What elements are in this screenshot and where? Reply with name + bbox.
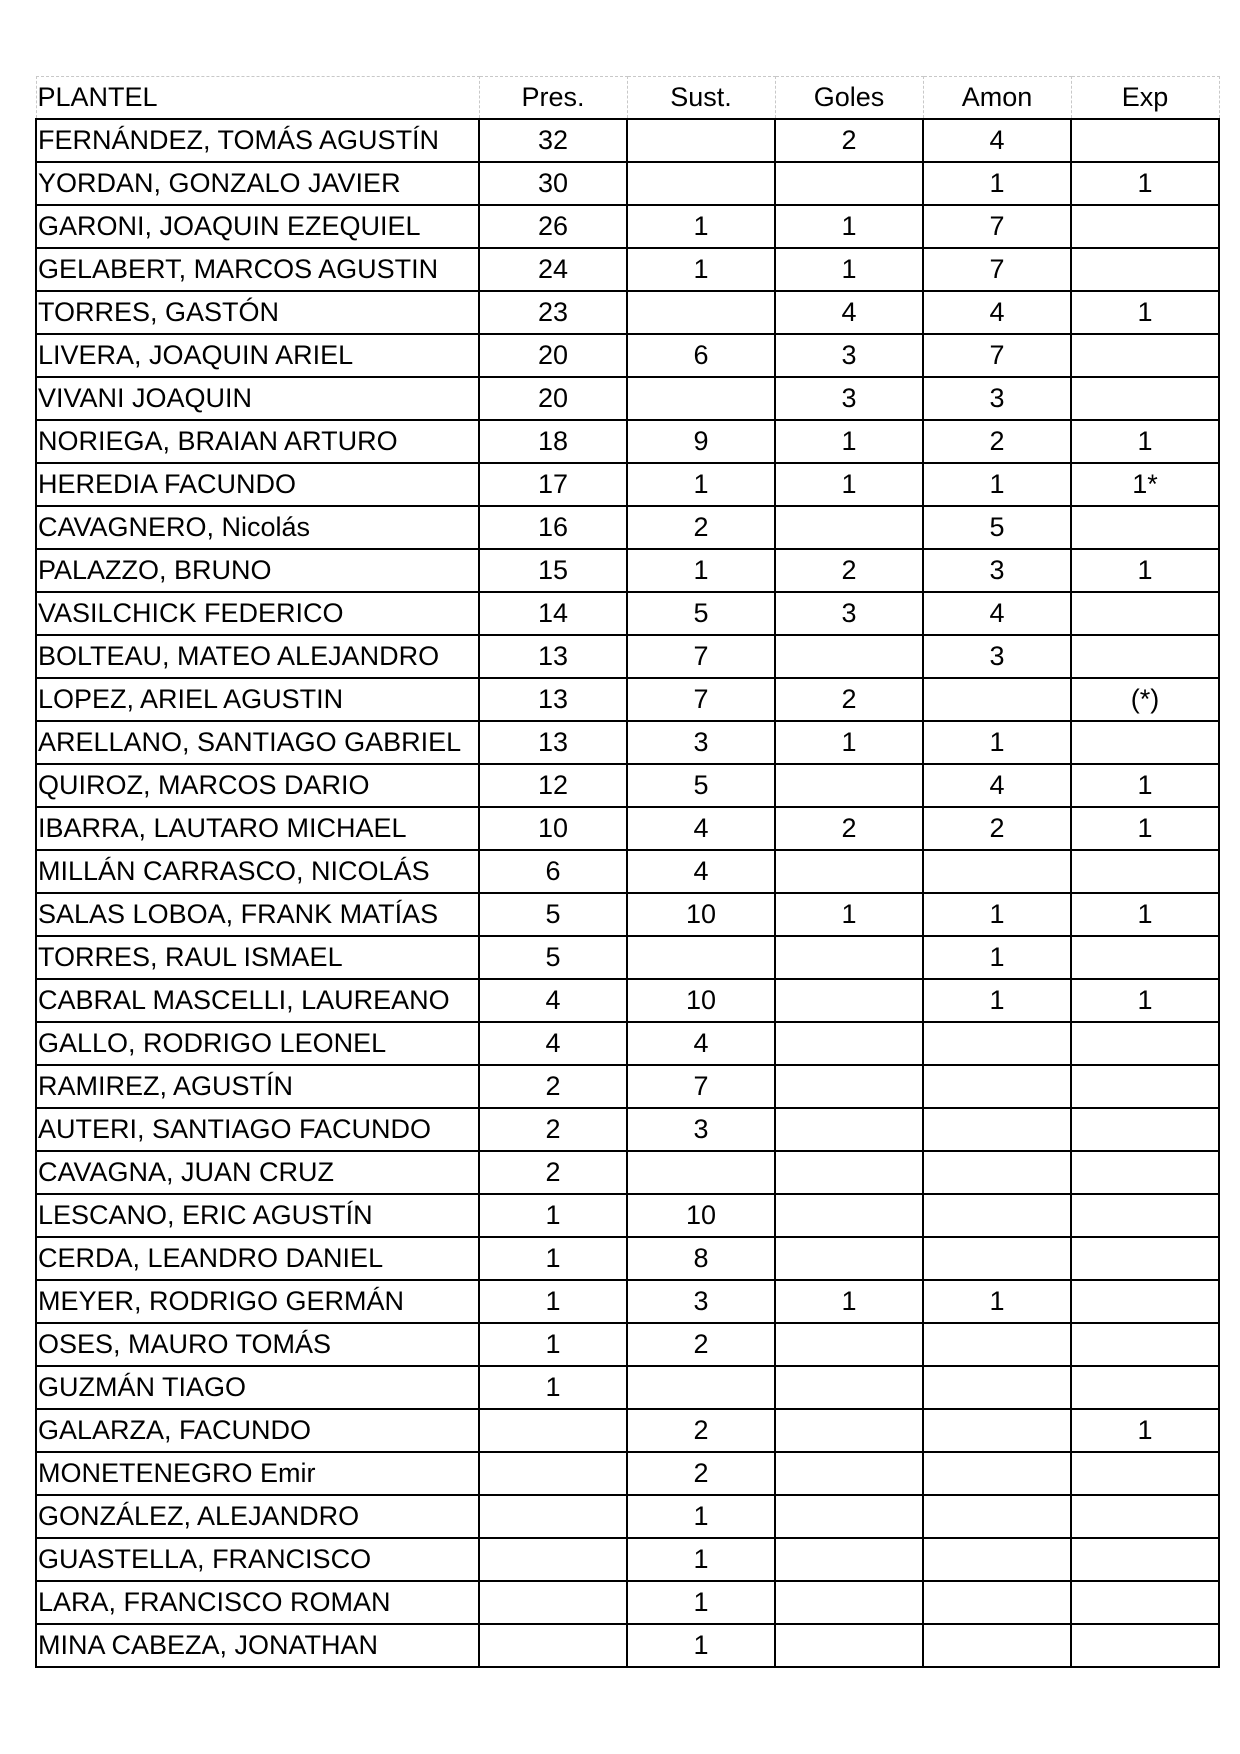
table-row [36, 162, 1219, 205]
amon-cell: 1 [923, 1280, 1071, 1323]
goles-cell [775, 850, 923, 893]
sust-cell: 7 [627, 1065, 775, 1108]
amon-cell: 2 [923, 807, 1071, 850]
table-row [36, 1022, 1219, 1065]
sust-cell: 4 [627, 850, 775, 893]
pres-cell: 4 [479, 1022, 627, 1065]
goles-cell [775, 1323, 923, 1366]
player-name: MINA CABEZA, JONATHAN [36, 1624, 479, 1667]
player-name: QUIROZ, MARCOS DARIO [36, 764, 479, 807]
table-row [36, 549, 1219, 592]
amon-cell: 1 [923, 979, 1071, 1022]
amon-cell [923, 1495, 1071, 1538]
table-row [36, 807, 1219, 850]
amon-cell [923, 1366, 1071, 1409]
header-goles: Goles [775, 77, 923, 120]
player-name: GALARZA, FACUNDO [36, 1409, 479, 1452]
pres-cell: 20 [479, 334, 627, 377]
exp-cell [1071, 1323, 1219, 1366]
exp-cell [1071, 1495, 1219, 1538]
amon-cell [923, 1237, 1071, 1280]
amon-cell [923, 1022, 1071, 1065]
exp-cell [1071, 377, 1219, 420]
pres-cell [479, 1624, 627, 1667]
header-row [36, 77, 1219, 120]
sust-cell: 2 [627, 1409, 775, 1452]
table-row [36, 1323, 1219, 1366]
player-name: RAMIREZ, AGUSTÍN [36, 1065, 479, 1108]
sust-cell: 1 [627, 1538, 775, 1581]
sust-cell: 8 [627, 1237, 775, 1280]
sust-cell: 7 [627, 678, 775, 721]
sust-cell: 1 [627, 248, 775, 291]
sust-cell: 5 [627, 764, 775, 807]
goles-cell [775, 1538, 923, 1581]
player-name: BOLTEAU, MATEO ALEJANDRO [36, 635, 479, 678]
amon-cell: 4 [923, 119, 1071, 162]
amon-cell [923, 1323, 1071, 1366]
amon-cell: 3 [923, 635, 1071, 678]
exp-cell [1071, 850, 1219, 893]
player-name: IBARRA, LAUTARO MICHAEL [36, 807, 479, 850]
roster-table [35, 76, 1220, 1668]
player-name: CAVAGNERO, Nicolás [36, 506, 479, 549]
goles-cell [775, 979, 923, 1022]
table-row [36, 1538, 1219, 1581]
pres-cell [479, 1581, 627, 1624]
sust-cell: 10 [627, 979, 775, 1022]
table-row [36, 678, 1219, 721]
amon-cell [923, 1065, 1071, 1108]
exp-cell [1071, 119, 1219, 162]
amon-cell: 3 [923, 549, 1071, 592]
table-row [36, 764, 1219, 807]
exp-cell: 1 [1071, 764, 1219, 807]
exp-cell: 1 [1071, 979, 1219, 1022]
roster-body [36, 119, 1219, 1667]
pres-cell [479, 1452, 627, 1495]
exp-cell [1071, 635, 1219, 678]
pres-cell: 26 [479, 205, 627, 248]
pres-cell: 24 [479, 248, 627, 291]
sust-cell: 1 [627, 463, 775, 506]
exp-cell [1071, 1194, 1219, 1237]
goles-cell [775, 1065, 923, 1108]
pres-cell: 10 [479, 807, 627, 850]
exp-cell [1071, 1237, 1219, 1280]
pres-cell: 18 [479, 420, 627, 463]
exp-cell [1071, 721, 1219, 764]
amon-cell: 4 [923, 764, 1071, 807]
sust-cell: 6 [627, 334, 775, 377]
table-row [36, 1452, 1219, 1495]
goles-cell [775, 635, 923, 678]
table-row [36, 463, 1219, 506]
exp-cell: 1 [1071, 291, 1219, 334]
pres-cell: 13 [479, 721, 627, 764]
table-row [36, 291, 1219, 334]
sust-cell: 1 [627, 1581, 775, 1624]
amon-cell: 1 [923, 721, 1071, 764]
pres-cell: 15 [479, 549, 627, 592]
sust-cell: 10 [627, 893, 775, 936]
pres-cell: 6 [479, 850, 627, 893]
player-name: SALAS LOBOA, FRANK MATÍAS [36, 893, 479, 936]
table-row [36, 635, 1219, 678]
pres-cell: 14 [479, 592, 627, 635]
table-row [36, 1624, 1219, 1667]
sust-cell: 2 [627, 506, 775, 549]
exp-cell [1071, 205, 1219, 248]
exp-cell: 1 [1071, 893, 1219, 936]
sust-cell: 10 [627, 1194, 775, 1237]
pres-cell: 2 [479, 1108, 627, 1151]
sust-cell: 3 [627, 1280, 775, 1323]
goles-cell [775, 1108, 923, 1151]
amon-cell: 1 [923, 936, 1071, 979]
exp-cell: 1 [1071, 1409, 1219, 1452]
amon-cell: 3 [923, 377, 1071, 420]
table-row [36, 119, 1219, 162]
amon-cell [923, 1409, 1071, 1452]
player-name: CABRAL MASCELLI, LAUREANO [36, 979, 479, 1022]
table-row [36, 420, 1219, 463]
goles-cell: 1 [775, 1280, 923, 1323]
player-name: NORIEGA, BRAIAN ARTURO [36, 420, 479, 463]
pres-cell: 20 [479, 377, 627, 420]
exp-cell: 1 [1071, 807, 1219, 850]
exp-cell: (*) [1071, 678, 1219, 721]
goles-cell [775, 1624, 923, 1667]
table-row [36, 334, 1219, 377]
pres-cell: 23 [479, 291, 627, 334]
amon-cell: 5 [923, 506, 1071, 549]
exp-cell [1071, 936, 1219, 979]
exp-cell: 1 [1071, 420, 1219, 463]
table-row [36, 1495, 1219, 1538]
exp-cell [1071, 1452, 1219, 1495]
player-name: CAVAGNA, JUAN CRUZ [36, 1151, 479, 1194]
table-row [36, 893, 1219, 936]
table-row [36, 377, 1219, 420]
goles-cell [775, 764, 923, 807]
table-row [36, 506, 1219, 549]
header-amon: Amon [923, 77, 1071, 120]
table-row [36, 979, 1219, 1022]
player-name: MILLÁN CARRASCO, NICOLÁS [36, 850, 479, 893]
player-name: TORRES, GASTÓN [36, 291, 479, 334]
goles-cell: 1 [775, 463, 923, 506]
sust-cell [627, 162, 775, 205]
exp-cell [1071, 248, 1219, 291]
amon-cell [923, 678, 1071, 721]
player-name: MONETENEGRO Emir [36, 1452, 479, 1495]
exp-cell [1071, 1065, 1219, 1108]
amon-cell [923, 1624, 1071, 1667]
exp-cell [1071, 1366, 1219, 1409]
table-row [36, 1194, 1219, 1237]
player-name: GUASTELLA, FRANCISCO [36, 1538, 479, 1581]
exp-cell: 1* [1071, 463, 1219, 506]
player-name: TORRES, RAUL ISMAEL [36, 936, 479, 979]
sust-cell: 2 [627, 1323, 775, 1366]
pres-cell: 1 [479, 1194, 627, 1237]
sust-cell: 9 [627, 420, 775, 463]
table-row [36, 721, 1219, 764]
goles-cell: 3 [775, 377, 923, 420]
amon-cell: 7 [923, 205, 1071, 248]
player-name: LIVERA, JOAQUIN ARIEL [36, 334, 479, 377]
pres-cell: 13 [479, 678, 627, 721]
goles-cell [775, 1452, 923, 1495]
sust-cell: 3 [627, 721, 775, 764]
sust-cell: 5 [627, 592, 775, 635]
header-plantel: PLANTEL [36, 77, 479, 120]
player-name: ARELLANO, SANTIAGO GABRIEL [36, 721, 479, 764]
roster-header [36, 77, 1219, 120]
header-sust: Sust. [627, 77, 775, 120]
player-name: HEREDIA FACUNDO [36, 463, 479, 506]
pres-cell: 16 [479, 506, 627, 549]
player-name: GARONI, JOAQUIN EZEQUIEL [36, 205, 479, 248]
sust-cell [627, 1151, 775, 1194]
goles-cell: 2 [775, 119, 923, 162]
goles-cell [775, 1151, 923, 1194]
goles-cell: 1 [775, 721, 923, 764]
sust-cell [627, 936, 775, 979]
goles-cell: 2 [775, 678, 923, 721]
amon-cell [923, 1581, 1071, 1624]
sust-cell: 1 [627, 1624, 775, 1667]
sust-cell: 1 [627, 205, 775, 248]
sust-cell: 4 [627, 807, 775, 850]
amon-cell: 1 [923, 893, 1071, 936]
pres-cell: 1 [479, 1280, 627, 1323]
player-name: OSES, MAURO TOMÁS [36, 1323, 479, 1366]
goles-cell [775, 1366, 923, 1409]
table-row [36, 1409, 1219, 1452]
exp-cell [1071, 1624, 1219, 1667]
exp-cell [1071, 1538, 1219, 1581]
table-row [36, 936, 1219, 979]
amon-cell [923, 850, 1071, 893]
table-row [36, 205, 1219, 248]
player-name: LARA, FRANCISCO ROMAN [36, 1581, 479, 1624]
exp-cell: 1 [1071, 549, 1219, 592]
amon-cell: 1 [923, 162, 1071, 205]
player-name: LESCANO, ERIC AGUSTÍN [36, 1194, 479, 1237]
pres-cell: 13 [479, 635, 627, 678]
pres-cell: 12 [479, 764, 627, 807]
pres-cell: 30 [479, 162, 627, 205]
pres-cell: 5 [479, 893, 627, 936]
amon-cell: 4 [923, 592, 1071, 635]
player-name: YORDAN, GONZALO JAVIER [36, 162, 479, 205]
player-name: GONZÁLEZ, ALEJANDRO [36, 1495, 479, 1538]
table-row [36, 1065, 1219, 1108]
table-row [36, 1366, 1219, 1409]
player-name: PALAZZO, BRUNO [36, 549, 479, 592]
exp-cell [1071, 1280, 1219, 1323]
table-row [36, 1151, 1219, 1194]
sust-cell: 2 [627, 1452, 775, 1495]
table-row [36, 1280, 1219, 1323]
exp-cell [1071, 1151, 1219, 1194]
exp-cell [1071, 334, 1219, 377]
table-row [36, 248, 1219, 291]
pres-cell: 17 [479, 463, 627, 506]
header-exp: Exp [1071, 77, 1219, 120]
pres-cell: 2 [479, 1151, 627, 1194]
sust-cell: 7 [627, 635, 775, 678]
amon-cell: 4 [923, 291, 1071, 334]
pres-cell: 5 [479, 936, 627, 979]
roster-sheet [35, 76, 1220, 1668]
player-name: LOPEZ, ARIEL AGUSTIN [36, 678, 479, 721]
amon-cell: 2 [923, 420, 1071, 463]
amon-cell [923, 1108, 1071, 1151]
pres-cell: 1 [479, 1366, 627, 1409]
pres-cell: 1 [479, 1237, 627, 1280]
sust-cell [627, 377, 775, 420]
pres-cell: 1 [479, 1323, 627, 1366]
goles-cell: 2 [775, 549, 923, 592]
player-name: FERNÁNDEZ, TOMÁS AGUSTÍN [36, 119, 479, 162]
goles-cell [775, 1495, 923, 1538]
goles-cell [775, 1581, 923, 1624]
exp-cell [1071, 592, 1219, 635]
player-name: VIVANI JOAQUIN [36, 377, 479, 420]
goles-cell [775, 936, 923, 979]
amon-cell: 7 [923, 334, 1071, 377]
amon-cell [923, 1452, 1071, 1495]
goles-cell [775, 1237, 923, 1280]
player-name: VASILCHICK FEDERICO [36, 592, 479, 635]
sust-cell: 1 [627, 549, 775, 592]
amon-cell: 1 [923, 463, 1071, 506]
goles-cell [775, 506, 923, 549]
sust-cell: 1 [627, 1495, 775, 1538]
pres-cell: 32 [479, 119, 627, 162]
exp-cell [1071, 1022, 1219, 1065]
amon-cell [923, 1538, 1071, 1581]
goles-cell: 1 [775, 893, 923, 936]
pres-cell [479, 1495, 627, 1538]
sust-cell [627, 1366, 775, 1409]
exp-cell [1071, 1108, 1219, 1151]
goles-cell: 1 [775, 205, 923, 248]
goles-cell: 3 [775, 592, 923, 635]
table-row [36, 592, 1219, 635]
header-pres: Pres. [479, 77, 627, 120]
goles-cell: 1 [775, 420, 923, 463]
amon-cell [923, 1194, 1071, 1237]
pres-cell [479, 1538, 627, 1581]
amon-cell: 7 [923, 248, 1071, 291]
player-name: GELABERT, MARCOS AGUSTIN [36, 248, 479, 291]
player-name: CERDA, LEANDRO DANIEL [36, 1237, 479, 1280]
table-row [36, 1108, 1219, 1151]
sust-cell [627, 119, 775, 162]
sust-cell [627, 291, 775, 334]
exp-cell [1071, 1581, 1219, 1624]
exp-cell: 1 [1071, 162, 1219, 205]
player-name: GALLO, RODRIGO LEONEL [36, 1022, 479, 1065]
table-row [36, 1581, 1219, 1624]
amon-cell [923, 1151, 1071, 1194]
table-row [36, 1237, 1219, 1280]
goles-cell: 1 [775, 248, 923, 291]
sust-cell: 3 [627, 1108, 775, 1151]
goles-cell: 3 [775, 334, 923, 377]
goles-cell [775, 1022, 923, 1065]
player-name: GUZMÁN TIAGO [36, 1366, 479, 1409]
player-name: AUTERI, SANTIAGO FACUNDO [36, 1108, 479, 1151]
goles-cell: 2 [775, 807, 923, 850]
pres-cell: 4 [479, 979, 627, 1022]
player-name: MEYER, RODRIGO GERMÁN [36, 1280, 479, 1323]
pres-cell [479, 1409, 627, 1452]
goles-cell: 4 [775, 291, 923, 334]
goles-cell [775, 1194, 923, 1237]
exp-cell [1071, 506, 1219, 549]
sust-cell: 4 [627, 1022, 775, 1065]
goles-cell [775, 1409, 923, 1452]
table-row [36, 850, 1219, 893]
goles-cell [775, 162, 923, 205]
pres-cell: 2 [479, 1065, 627, 1108]
